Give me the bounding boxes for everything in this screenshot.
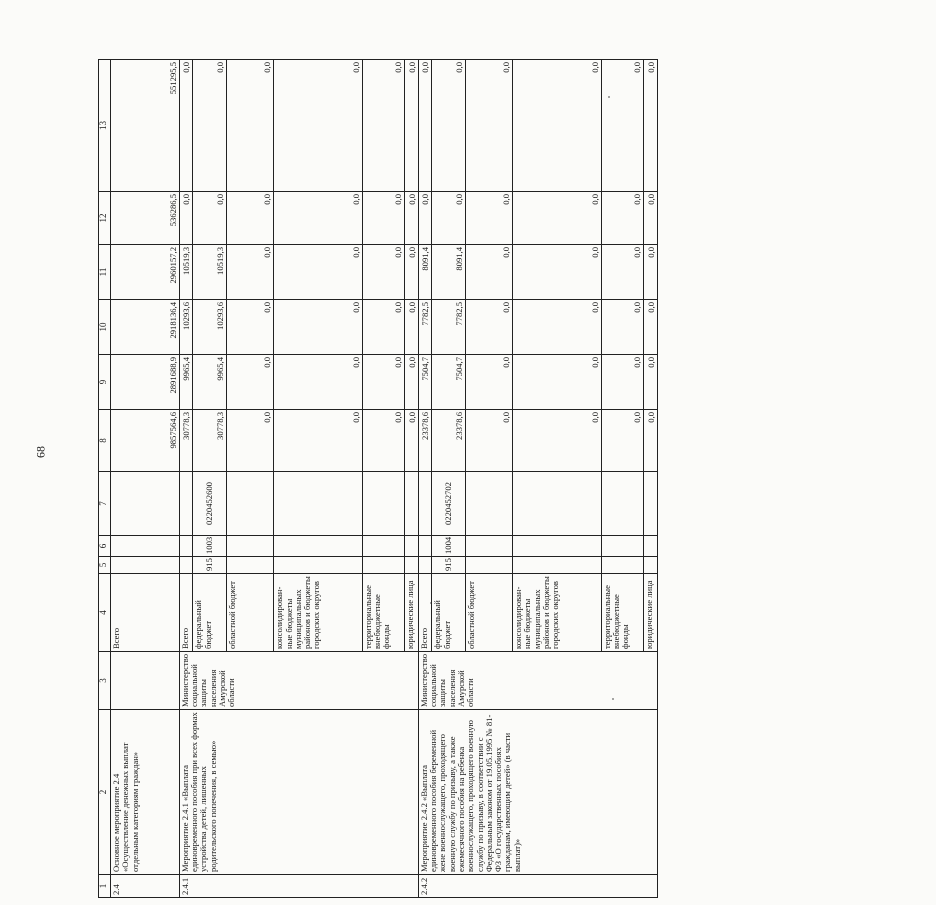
cell-c6 — [644, 536, 658, 557]
cell-c8: 30778,3 — [179, 410, 192, 472]
cell-c4: территориальные внебюджетные фонды — [601, 574, 644, 652]
cell-c3 — [111, 652, 180, 710]
cell-c10: 0,0 — [466, 300, 513, 355]
cell-c4: Всего — [179, 574, 192, 652]
column-number: 6 — [99, 536, 111, 557]
cell-c5 — [466, 557, 513, 574]
column-number: 11 — [99, 245, 111, 300]
cell-c5 — [644, 557, 658, 574]
cell-c4: федеральный бюджет — [432, 574, 466, 652]
cell-c9: 7504,7 — [432, 355, 466, 410]
cell-c5: 915 — [193, 557, 227, 574]
cell-c11: 8091,4 — [418, 245, 431, 300]
cell-c12: 0,0 — [513, 192, 602, 245]
cell-c7 — [362, 472, 405, 536]
cell-c12: 0,0 — [405, 192, 418, 245]
cell-c10: 0,0 — [227, 300, 274, 355]
cell-c11: 0,0 — [227, 245, 274, 300]
cell-c13: 0,0 — [405, 60, 418, 192]
cell-c13: 0,0 — [179, 60, 192, 192]
column-number-row — [99, 60, 111, 898]
cell-c7 — [601, 472, 644, 536]
cell-c11: 0,0 — [601, 245, 644, 300]
cell-c11: 10519,3 — [193, 245, 227, 300]
cell-c9: 0,0 — [466, 355, 513, 410]
cell-c11: 0,0 — [513, 245, 602, 300]
cell-c12: 0,0 — [274, 192, 363, 245]
cell-c7 — [179, 472, 192, 536]
cell-c4: федеральный бюджет — [193, 574, 227, 652]
cell-c4: Всего — [111, 574, 180, 652]
cell-c6 — [227, 536, 274, 557]
cell-c9: 9965,4 — [179, 355, 192, 410]
cell-c6 — [111, 536, 180, 557]
cell-c2: Основное мероприятие 2.4 «Осуществление денежных выплат отдельным категориям граждан» — [111, 710, 180, 875]
cell-c10: 0,0 — [274, 300, 363, 355]
cell-c5 — [111, 557, 180, 574]
cell-c6: 1004 — [432, 536, 466, 557]
cell-c8: 0,0 — [227, 410, 274, 472]
cell-c10: 0,0 — [601, 300, 644, 355]
cell-c2: Мероприятие 2.4.2 «Выплата единовременного пособия беременной жене военнослужащего, проходящего военную службу по призыву, а также ежемесячного пособия на ребенка военнослужащего, проходящего военную службу по призыву, в соответствии с Федеральным законом от 19.05.1995 № 81-ФЗ «О государственных пособиях гражданам, имеющим детей» (в части выплат)» — [418, 710, 657, 875]
cell-c13: 0,0 — [513, 60, 602, 192]
cell-c11: 2960157,2 — [111, 245, 180, 300]
cell-c10: 0,0 — [362, 300, 405, 355]
cell-c13: 0,0 — [432, 60, 466, 192]
cell-c8: 23378,6 — [418, 410, 431, 472]
cell-c12: 0,0 — [418, 192, 431, 245]
cell-c12: 0,0 — [432, 192, 466, 245]
cell-c7 — [466, 472, 513, 536]
cell-c13: 0,0 — [418, 60, 431, 192]
cell-c6 — [179, 536, 192, 557]
cell-c13: 0,0 — [601, 60, 644, 192]
cell-c5: 915 — [432, 557, 466, 574]
cell-c6 — [466, 536, 513, 557]
cell-c7 — [111, 472, 180, 536]
cell-c5 — [179, 557, 192, 574]
cell-c12: 0,0 — [227, 192, 274, 245]
cell-c1: 2.4 — [111, 875, 180, 898]
cell-c7 — [513, 472, 602, 536]
cell-c10: 10293,6 — [179, 300, 192, 355]
cell-c9: 7504,7 — [418, 355, 431, 410]
cell-c13: 551295,5 — [111, 60, 180, 192]
cell-c13: 0,0 — [644, 60, 658, 192]
cell-c13: 0,0 — [227, 60, 274, 192]
section-total-row — [111, 60, 180, 898]
cell-c7 — [418, 472, 431, 536]
cell-c8: 0,0 — [466, 410, 513, 472]
column-number: 13 — [99, 60, 111, 192]
cell-c9: 0,0 — [227, 355, 274, 410]
cell-c5 — [405, 557, 418, 574]
cell-c12: 0,0 — [601, 192, 644, 245]
cell-c13: 0,0 — [193, 60, 227, 192]
cell-c5 — [227, 557, 274, 574]
cell-c4: областной бюджет — [466, 574, 513, 652]
cell-c7 — [274, 472, 363, 536]
cell-c8: 0,0 — [601, 410, 644, 472]
cell-c4: юридические лица — [644, 574, 658, 652]
column-number: 5 — [99, 557, 111, 574]
cell-c9: 0,0 — [405, 355, 418, 410]
cell-c5 — [362, 557, 405, 574]
cell-c11: 10519,3 — [179, 245, 192, 300]
cell-c12: 0,0 — [362, 192, 405, 245]
cell-c10: 7782,5 — [418, 300, 431, 355]
cell-c6 — [362, 536, 405, 557]
cell-c12: 536286,5 — [111, 192, 180, 245]
cell-c11: 0,0 — [362, 245, 405, 300]
column-number: 8 — [99, 410, 111, 472]
cell-c7 — [644, 472, 658, 536]
page-number: 68 — [33, 446, 48, 458]
cell-c11: 8091,4 — [432, 245, 466, 300]
cell-c4: Всего — [418, 574, 431, 652]
cell-c11: 0,0 — [466, 245, 513, 300]
cell-c10: 0,0 — [405, 300, 418, 355]
cell-c8: 0,0 — [362, 410, 405, 472]
cell-c6 — [418, 536, 431, 557]
cell-c8: 0,0 — [644, 410, 658, 472]
cell-c10: 7782,5 — [432, 300, 466, 355]
column-number: 7 — [99, 472, 111, 536]
cell-c13: 0,0 — [362, 60, 405, 192]
cell-c9: 0,0 — [274, 355, 363, 410]
cell-c12: 0,0 — [179, 192, 192, 245]
cell-c6 — [513, 536, 602, 557]
cell-c10: 10293,6 — [193, 300, 227, 355]
cell-c5 — [513, 557, 602, 574]
cell-c8: 9857564,6 — [111, 410, 180, 472]
cell-c5 — [418, 557, 431, 574]
cell-c7 — [227, 472, 274, 536]
cell-c8: 23378,6 — [432, 410, 466, 472]
cell-c13: 0,0 — [466, 60, 513, 192]
cell-c2: Мероприятие 2.4.1 «Выплата единовременного пособия при всех формах устройства детей, лишенных родительского попечения, в семью» — [179, 710, 418, 875]
cell-c5 — [274, 557, 363, 574]
cell-c12: 0,0 — [644, 192, 658, 245]
column-number: 1 — [99, 875, 111, 898]
cell-c9: 0,0 — [644, 355, 658, 410]
cell-c1: 2.4.1 — [179, 875, 418, 898]
cell-c4: территориальные внебюджетные фонды — [362, 574, 405, 652]
cell-c10: 0,0 — [513, 300, 602, 355]
column-number: 4 — [99, 574, 111, 652]
cell-c3: Министерство социальной защиты населения Амурской области — [179, 652, 418, 710]
cell-c9: 0,0 — [362, 355, 405, 410]
cell-c4: консолидирован-ные бюджеты муниципальных районов и бюджеты городских округов — [513, 574, 602, 652]
cell-c12: 0,0 — [466, 192, 513, 245]
cell-c9: 0,0 — [601, 355, 644, 410]
cell-c3: Министерство социальной защиты населения Амурской области — [418, 652, 657, 710]
cell-c12: 0,0 — [193, 192, 227, 245]
column-number: 10 — [99, 300, 111, 355]
cell-c6 — [405, 536, 418, 557]
cell-c1: 2.4.2 — [418, 875, 657, 898]
cell-c4: юридические лица — [405, 574, 418, 652]
rotated-table-container — [98, 62, 936, 898]
budget-table — [98, 59, 658, 898]
measure-total-row — [179, 60, 192, 898]
cell-c6 — [601, 536, 644, 557]
column-number: 3 — [99, 652, 111, 710]
cell-c8: 0,0 — [513, 410, 602, 472]
cell-c11: 0,0 — [644, 245, 658, 300]
cell-c8: 0,0 — [274, 410, 363, 472]
cell-c6 — [274, 536, 363, 557]
cell-c6: 1003 — [193, 536, 227, 557]
cell-c4: областной бюджет — [227, 574, 274, 652]
cell-c9: 0,0 — [513, 355, 602, 410]
cell-c7: 0220452702 — [432, 472, 466, 536]
cell-c10: 2918136,4 — [111, 300, 180, 355]
cell-c9: 2891688,9 — [111, 355, 180, 410]
cell-c7 — [405, 472, 418, 536]
column-number: 2 — [99, 710, 111, 875]
cell-c8: 0,0 — [405, 410, 418, 472]
cell-c9: 9965,4 — [193, 355, 227, 410]
cell-c7: 0220452600 — [193, 472, 227, 536]
cell-c8: 30778,3 — [193, 410, 227, 472]
column-number: 9 — [99, 355, 111, 410]
column-number: 12 — [99, 192, 111, 245]
cell-c4: консолидирован-ные бюджеты муниципальных районов и бюджеты городских округов — [274, 574, 363, 652]
cell-c11: 0,0 — [274, 245, 363, 300]
measure-total-row — [418, 60, 431, 898]
cell-c11: 0,0 — [405, 245, 418, 300]
cell-c5 — [601, 557, 644, 574]
cell-c13: 0,0 — [274, 60, 363, 192]
cell-c10: 0,0 — [644, 300, 658, 355]
